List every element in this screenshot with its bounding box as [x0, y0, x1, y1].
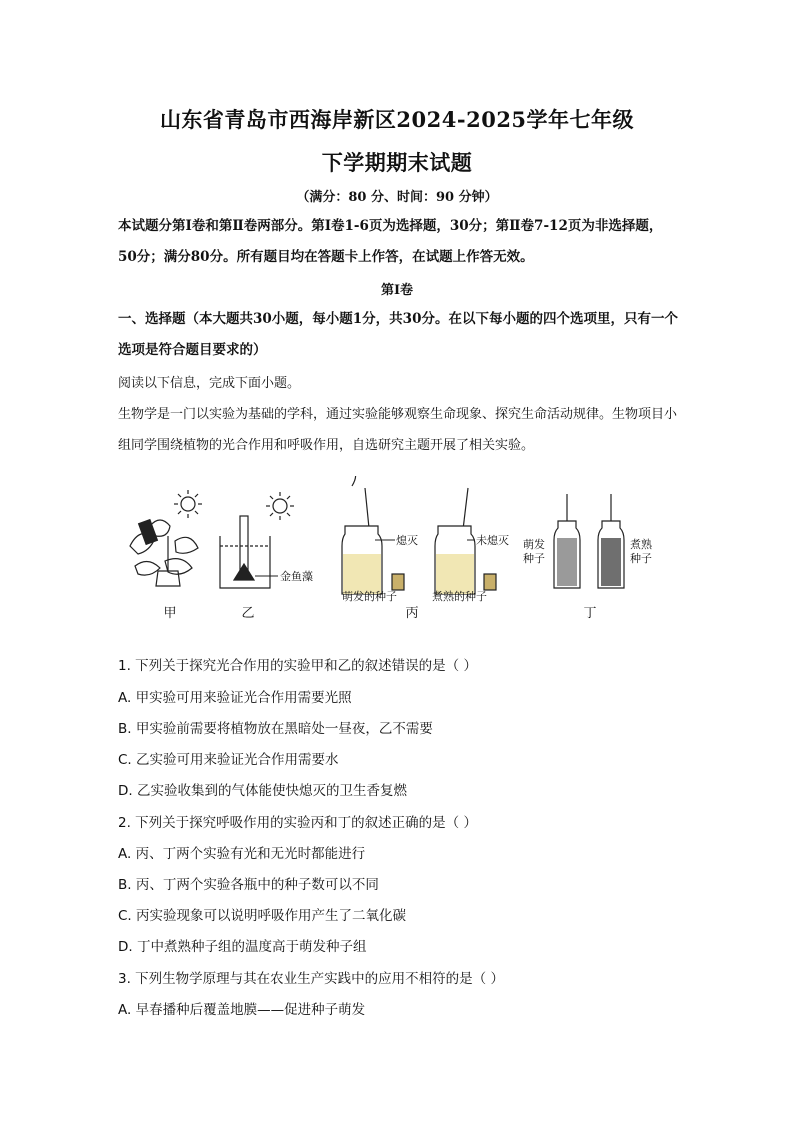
label-mengfa: 萌发 — [523, 538, 545, 551]
label-zhushu-2: 种子 — [630, 552, 652, 565]
question-2-option-c: C. 丙实验现象可以说明呼吸作用产生了二氧化碳 — [118, 908, 407, 924]
question-3-option-a: A. 早春播种后覆盖地膜——促进种子萌发 — [118, 1002, 366, 1018]
intro-paragraph: 本试题分第Ⅰ卷和第Ⅱ卷两部分。第Ⅰ卷1-6页为选择题，30分；第Ⅱ卷7-12页为非选择题，50分；满分80分。所有题目均在答题卡上作答，在试题上作答无效。 — [118, 218, 663, 265]
question-1-option-b: B. 甲实验前需要将植物放在黑暗处一昼夜，乙不需要 — [118, 721, 433, 737]
question-2-option-a: A. 丙、丁两个实验有光和无光时都能进行 — [118, 846, 366, 862]
label-zhushu: 煮熟 — [630, 538, 652, 551]
question-3-stem: 3. 下列生物学原理与其在农业生产实践中的应用不相符的是（ ） — [118, 971, 504, 987]
label-zhushu-seed: 煮熟的种子 — [432, 590, 487, 603]
label-mengfa-seed: 萌发的种子 — [342, 590, 397, 603]
label-ding: 丁 — [583, 606, 597, 621]
label-weiximie: 未熄灭 — [476, 534, 509, 547]
experiment-illustration — [120, 476, 680, 626]
question-2-option-d: D. 丁中煮熟种子组的温度高于萌发种子组 — [118, 939, 367, 955]
part1-heading: 一、选择题（本大题共30小题，每小题1分，共30分。在以下每小题的四个选项里，只有一个选项是符合题目要求的） — [118, 311, 678, 358]
label-jia: 甲 — [163, 606, 177, 621]
label-bing: 丙 — [405, 606, 419, 621]
question-2-stem: 2. 下列关于探究呼吸作用的实验丙和丁的叙述正确的是（ ） — [118, 815, 477, 831]
plant-with-sun-illustration — [130, 490, 202, 586]
label-mengfa-2: 种子 — [523, 552, 545, 565]
reading-prompt: 阅读以下信息，完成下面小题。 — [118, 376, 301, 391]
question-1-option-d: D. 乙实验收集到的气体能使快熄灭的卫生香复燃 — [118, 783, 407, 799]
section-title: 第Ⅰ卷 — [380, 283, 414, 298]
question-2-option-b: B. 丙、丁两个实验各瓶中的种子数可以不同 — [118, 877, 379, 893]
label-jinyuzao: 金鱼藻 — [280, 570, 313, 583]
jars-with-seeds-illustration — [342, 476, 496, 594]
page-title: 山东省青岛市西海岸新区2024-2025学年七年级 — [159, 107, 635, 132]
label-yi: 乙 — [241, 606, 255, 621]
page-subtitle: 下学期期末试题 — [321, 150, 473, 175]
question-1-stem: 1. 下列关于探究光合作用的实验甲和乙的叙述错误的是（ ） — [118, 658, 477, 674]
experiment-figure — [120, 476, 680, 626]
exam-meta: （满分：80 分、时间：90 分钟） — [296, 190, 498, 205]
label-ximie: 熄灭 — [396, 534, 418, 547]
bio-paragraph: 生物学是一门以实验为基础的学科，通过实验能够观察生命现象、探究生命活动规律。生物项目小组同学围绕植物的光合作用和呼吸作用，自选研究主题开展了相关实验。 — [118, 407, 678, 453]
question-1-option-c: C. 乙实验可用来验证光合作用需要水 — [118, 752, 339, 768]
thermos-bottles-illustration — [554, 494, 624, 588]
question-1-option-a: A. 甲实验可用来验证光合作用需要光照 — [118, 690, 352, 706]
